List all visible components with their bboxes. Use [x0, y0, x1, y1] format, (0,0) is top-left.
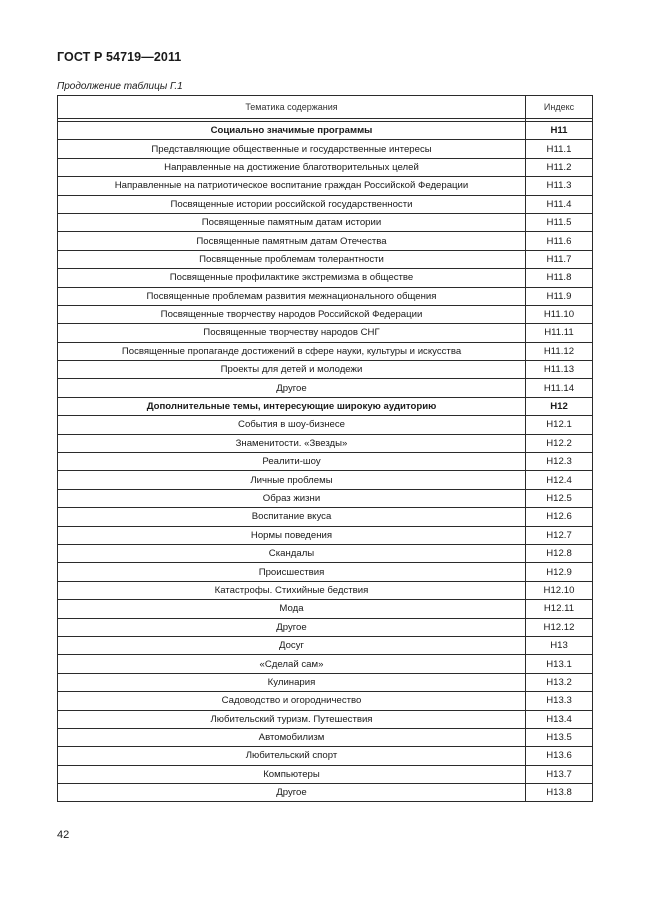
topic-cell: Посвященные истории российской государственности: [58, 195, 526, 213]
table-row: [58, 673, 593, 691]
index-cell: Н11.11: [526, 324, 593, 342]
table-row: [58, 526, 593, 544]
topic-cell: Другое: [58, 379, 526, 397]
index-cell: Н11.7: [526, 250, 593, 268]
topic-cell: Дополнительные темы, интересующие широкую аудиторию: [58, 397, 526, 415]
table-row: [58, 655, 593, 673]
table-row: [58, 232, 593, 250]
index-cell: Н11: [526, 122, 593, 140]
table-row: [58, 508, 593, 526]
topic-cell: Автомобилизм: [58, 728, 526, 746]
topic-cell: Досуг: [58, 636, 526, 654]
topic-cell: Посвященные памятным датам истории: [58, 213, 526, 231]
table-row: [58, 140, 593, 158]
table-caption: Продолжение таблицы Г.1: [57, 81, 183, 92]
column-header-topic: Тематика содержания: [58, 96, 526, 119]
topics-table: [57, 95, 593, 802]
topic-cell: Социально значимые программы: [58, 122, 526, 140]
index-cell: Н13.5: [526, 728, 593, 746]
topic-cell: Скандалы: [58, 544, 526, 562]
index-cell: Н11.3: [526, 177, 593, 195]
table-header-row: [58, 96, 593, 119]
index-cell: Н12.4: [526, 471, 593, 489]
index-cell: Н12.9: [526, 563, 593, 581]
table-row: [58, 324, 593, 342]
table-row: [58, 618, 593, 636]
table-row: [58, 269, 593, 287]
table-body: [58, 122, 593, 802]
index-cell: Н13.4: [526, 710, 593, 728]
table-row: [58, 692, 593, 710]
topic-cell: Другое: [58, 618, 526, 636]
index-cell: Н12.5: [526, 489, 593, 507]
table-row: [58, 379, 593, 397]
table-row: [58, 600, 593, 618]
topic-cell: Направленные на патриотическое воспитание граждан Российской Федерации: [58, 177, 526, 195]
index-cell: Н12.6: [526, 508, 593, 526]
index-cell: Н13.2: [526, 673, 593, 691]
index-cell: Н12.10: [526, 581, 593, 599]
table-row: [58, 747, 593, 765]
index-cell: Н11.9: [526, 287, 593, 305]
table-row: [58, 195, 593, 213]
index-cell: Н12.3: [526, 453, 593, 471]
index-cell: Н12.1: [526, 416, 593, 434]
table-row: [58, 563, 593, 581]
index-cell: Н11.12: [526, 342, 593, 360]
index-cell: Н12: [526, 397, 593, 415]
topic-cell: Посвященные творчеству народов СНГ: [58, 324, 526, 342]
topic-cell: Знаменитости. «Звезды»: [58, 434, 526, 452]
table-section-row: [58, 122, 593, 140]
table-row: [58, 250, 593, 268]
table-row: [58, 471, 593, 489]
topic-cell: Любительский спорт: [58, 747, 526, 765]
index-cell: Н11.6: [526, 232, 593, 250]
table-row: [58, 342, 593, 360]
index-cell: Н12.2: [526, 434, 593, 452]
index-cell: Н11.2: [526, 158, 593, 176]
table-row: [58, 784, 593, 802]
table-row: [58, 581, 593, 599]
topic-cell: Посвященные профилактике экстремизма в обществе: [58, 269, 526, 287]
topic-cell: Кулинария: [58, 673, 526, 691]
topic-cell: Посвященные проблемам толерантности: [58, 250, 526, 268]
page-number: 42: [57, 829, 70, 841]
index-cell: Н11.5: [526, 213, 593, 231]
topic-cell: Направленные на достижение благотворительных целей: [58, 158, 526, 176]
table-row: [58, 434, 593, 452]
topic-cell: События в шоу-бизнесе: [58, 416, 526, 434]
table-row: [58, 544, 593, 562]
table-section-row: [58, 397, 593, 415]
index-cell: Н11.1: [526, 140, 593, 158]
topic-cell: Другое: [58, 784, 526, 802]
index-cell: Н13.3: [526, 692, 593, 710]
table-row: [58, 361, 593, 379]
index-cell: Н11.10: [526, 305, 593, 323]
index-cell: Н13.1: [526, 655, 593, 673]
topic-cell: Образ жизни: [58, 489, 526, 507]
index-cell: Н11.14: [526, 379, 593, 397]
topic-cell: Компьютеры: [58, 765, 526, 783]
topic-cell: Посвященные творчеству народов Российской Федерации: [58, 305, 526, 323]
table-row: [58, 287, 593, 305]
table-row: [58, 453, 593, 471]
topic-cell: Посвященные пропаганде достижений в сфере науки, культуры и искусства: [58, 342, 526, 360]
index-cell: Н11.8: [526, 269, 593, 287]
table-row: [58, 305, 593, 323]
topic-cell: Нормы поведения: [58, 526, 526, 544]
topic-cell: «Сделай сам»: [58, 655, 526, 673]
topic-cell: Личные проблемы: [58, 471, 526, 489]
column-header-index: Индекс: [526, 96, 593, 119]
topic-cell: Воспитание вкуса: [58, 508, 526, 526]
table-row: [58, 489, 593, 507]
index-cell: Н12.11: [526, 600, 593, 618]
topic-cell: Происшествия: [58, 563, 526, 581]
topic-cell: Посвященные памятным датам Отечества: [58, 232, 526, 250]
table-row: [58, 177, 593, 195]
document-code: ГОСТ Р 54719—2011: [57, 50, 182, 64]
topic-cell: Любительский туризм. Путешествия: [58, 710, 526, 728]
topic-cell: Проекты для детей и молодежи: [58, 361, 526, 379]
topic-cell: Реалити-шоу: [58, 453, 526, 471]
index-cell: Н12.8: [526, 544, 593, 562]
index-cell: Н13.8: [526, 784, 593, 802]
table-row: [58, 728, 593, 746]
topic-cell: Мода: [58, 600, 526, 618]
topic-cell: Катастрофы. Стихийные бедствия: [58, 581, 526, 599]
index-cell: Н13: [526, 636, 593, 654]
table-row: [58, 710, 593, 728]
topic-cell: Представляющие общественные и государственные интересы: [58, 140, 526, 158]
index-cell: Н13.7: [526, 765, 593, 783]
table-row: [58, 416, 593, 434]
index-cell: Н12.12: [526, 618, 593, 636]
table-row: [58, 213, 593, 231]
table-row: [58, 636, 593, 654]
index-cell: Н13.6: [526, 747, 593, 765]
topic-cell: Садоводство и огородничество: [58, 692, 526, 710]
table-row: [58, 765, 593, 783]
index-cell: Н11.4: [526, 195, 593, 213]
index-cell: Н12.7: [526, 526, 593, 544]
table-row: [58, 158, 593, 176]
topic-cell: Посвященные проблемам развития межнационального общения: [58, 287, 526, 305]
index-cell: Н11.13: [526, 361, 593, 379]
